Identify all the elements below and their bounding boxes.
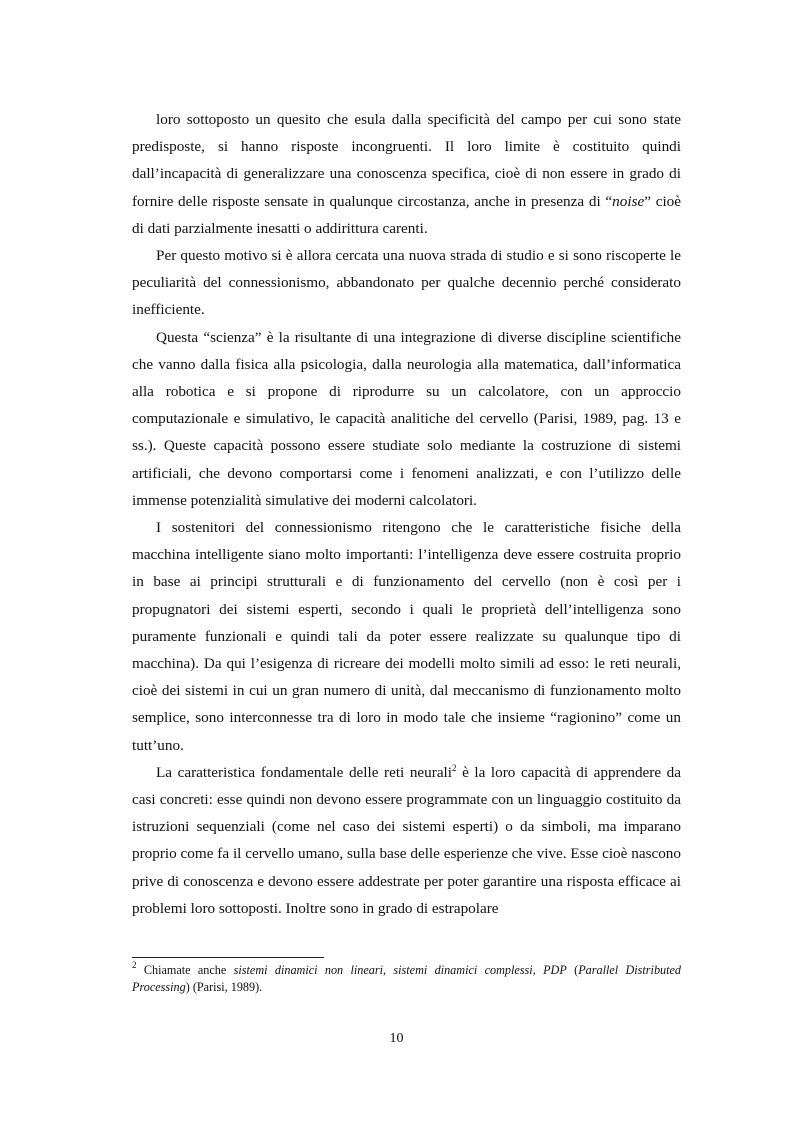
text-run: ( (566, 963, 579, 977)
text-run: ” cioè di dati parzialmente inesatti o addirittura carenti. (132, 192, 681, 237)
text-run: , (532, 963, 544, 977)
text-run: è la loro capacità di apprendere da casi concreti: esse quindi non devono essere programmate con un linguaggio costituito da istruzioni sequenziali (come nel caso dei sistemi esperti) o da simboli, ma imparano proprio come fa il cervello umano, sulla base delle esperienze che vive. Esse cioè nascono prive di conoscenza e devono essere addestrate per poter garantire una risposta efficace ai problemi loro sottoposti. Inoltre sono in grado di estrapolare (132, 763, 681, 917)
text-run: Per questo motivo si è allora cercata una nuova strada di studio e si sono riscoperte le peculiarità del connessionismo, abbandonato per qualche decennio perché considerato inefficiente. (132, 247, 681, 319)
text-run: La caratteristica fondamentale delle reti neurali (156, 763, 452, 781)
italic-text: Parallel Distributed Processing (132, 963, 682, 994)
footnote (132, 962, 681, 995)
text-run: I sostenitori del connessionismo ritengono che le caratteristiche fisiche della macchina intelligente siano molto importanti: l’intelligenza deve essere costruita proprio in base ai principi strutturali e di funzionamento del cervello (non è così per i propugnatori dei sistemi esperti, secondo i quali le proprietà dell’intelligenza sono puramente funzionali e quindi tali da poter essere realizzate su qualunque tipo di macchina). Da qui l’esigenza di ricreare dei modelli molto simili ad esso: le reti neurali, cioè dei sistemi in cui un gran numero di unità, dal meccanismo di funzionamento molto semplice, sono interconnesse tra di loro in modo tale che insieme “ragionino” come un tutt’uno. (132, 519, 681, 754)
text-run: ) (Parisi, 1989). (185, 979, 263, 994)
text-run: loro sottoposto un quesito che esula dalla specificità del campo per cui sono state predisposte, si hanno risposte incongruenti. Il loro limite è costituito quindi dall’incapacità di generalizzare una conoscenza specifica, cioè di non essere in grado di fornire delle risposte sensate in qualunque circostanza, anche in presenza di “ (132, 111, 681, 210)
paragraph-3 (132, 324, 681, 514)
paragraph-1 (132, 106, 681, 242)
footnote-marker: 2 (132, 960, 137, 970)
paragraph-5 (132, 759, 681, 922)
italic-text: sistemi dinamici non lineari (233, 963, 383, 977)
body-text (132, 106, 681, 922)
italic-text: PDP (543, 963, 567, 977)
page-number: 10 (389, 1031, 404, 1046)
paragraph-4 (132, 514, 681, 759)
text-run: Chiamate anche (136, 963, 234, 977)
footnote-marker: 2 (452, 762, 457, 773)
italic-text: sistemi dinamici complessi (393, 963, 533, 977)
paragraph-2 (132, 242, 681, 324)
text-run: , (383, 963, 394, 977)
text-run: Questa “scienza” è la risultante di una integrazione di diverse discipline scientifiche che vanno dalla fisica alla psicologia, dalla neurologia alla matematica, dall’informatica alla robotica e si propone di riprodurre su un calcolatore, con un approccio computazionale e simulativo, le capacità analitiche del cervello (Parisi, 1989, pag. 13 e ss.). Queste capacità possono essere studiate solo mediante la costruzione di sistemi artificiali, che devono comportarsi come i fenomeni analizzati, e con l’utilizzo delle immense potenzialità simulative dei moderni calcolatori. (132, 328, 681, 509)
italic-text: noise (612, 192, 645, 210)
footnote-divider (132, 957, 324, 958)
